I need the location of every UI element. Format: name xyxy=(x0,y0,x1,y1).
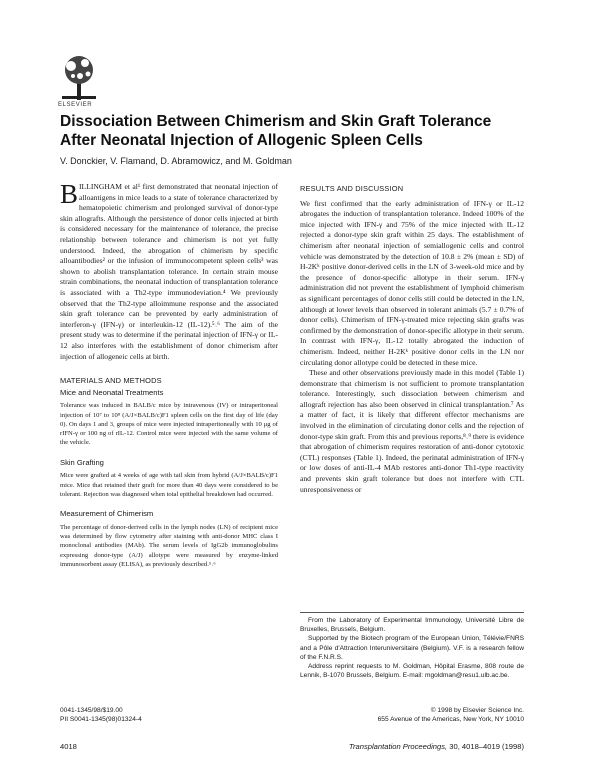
section-text-mice: Tolerance was induced in BALB/c mice by intravenous (IV) or intraperitoneal injection of 10⁷ to 10⁸ (A/J×BALB/c)F1 spleen cells on the first day of life (day 0). On days 1 and 3, groups of mice were injected intraperitoneally with 10 μg of rIFN-γ or 100 ng of rIL-12. Control mice were injected with the same volume of the vehicle. xyxy=(60,402,278,447)
copyright: © 1998 by Elsevier Science Inc. xyxy=(430,707,524,714)
journal-volume-pages: 30, 4018–4019 (1998) xyxy=(447,742,524,751)
issn-block xyxy=(60,706,142,724)
results-heading: RESULTS AND DISCUSSION xyxy=(300,184,404,193)
author-list: V. Donckier, V. Flamand, D. Abramowicz, and M. Goldman xyxy=(60,156,292,166)
journal-citation xyxy=(300,742,524,751)
footnotes xyxy=(300,616,524,680)
drop-cap: B xyxy=(60,179,79,209)
results-paragraph-1: We first confirmed that the early administration of IFN-γ or IL-12 abrogates the induction of transplantation tolerance. Indeed 100% of the mice injected with IFN-γ and 75% of the mice injected with IL-12 rejected a donor-type skin graft within 25 days. The establishment of chimerism after neonatal injection of semiallogenic cells and control vehicle was demonstrated by the detection of 10.8 ± 2% (mean ± SD) of H-2Kᵏ positive donor-derived cells in the LN of 3-week-old mice and by the presence of donor-specific allotype in their serum. IFN-γ administration did not prevent the establishment of lymphoid chimerism as significant percentages of donor cells still could be detected in the LN, although at lower levels than observed in tolerant animals (5.7 ± 0.7% of donor cells). Chimerism of IFN-γ-treated mice rejecting skin grafts was confirmed by the demonstration of donor-specific allotype in their serum. In contrast with IFN-γ, IL-12 totally abrogated the induction of chimerism. Indeed, neither H-2Kᵏ positive donor cells in the LN nor circulating donor allotype could be detected in these mice. xyxy=(300,198,524,367)
right-column xyxy=(300,182,524,495)
elsevier-tree-logo xyxy=(58,52,100,102)
section-title-mice: Mice and Neonatal Treatments xyxy=(60,387,164,397)
footnote-support: Supported by the Biotech program of the European Union, Télévie/FNRS and a Pôle d'Attraction Interuniversitaire (Belgium). V.F. is a research fellow of the F.N.R.S. xyxy=(300,635,524,661)
section-title-chimerism: Measurement of Chimerism xyxy=(60,509,154,519)
section-title-skin-grafting: Skin Grafting xyxy=(60,457,104,467)
issn: 0041-1345/98/$19.00 xyxy=(60,707,123,714)
publisher-address: 655 Avenue of the Americas, New York, NY 10010 xyxy=(377,716,524,724)
footnote-divider xyxy=(300,612,524,613)
intro-paragraph xyxy=(60,179,278,362)
publisher-logo-text: ELSEVIER xyxy=(58,102,93,108)
left-column xyxy=(60,179,278,569)
copyright-block xyxy=(300,706,524,724)
results-paragraph-2: These and other observations previously made in this model (Table 1) demonstrate that chimerism is not sufficient to promote transplantation tolerance. Interestingly, such dissociation between chimerism and allograft rejection has also been observed in clinical transplantation.⁷ As a matter of fact, it is likely that different effector mechanisms are involved in the elimination of circulating donor cells and the rejection of donor-type skin graft. From this and previous reports,⁸˒⁹ there is evidence that abrogation of chimerism requires restoration of anti-donor cytotoxic (CTL) responses (Table 1). Indeed, the perinatal administration of IFN-γ or low doses of anti-IL-4 MAb restores anti-donor Th1-type reactivity and prevents skin graft tolerance but does not interfere with CTL unresponsiveness or xyxy=(300,368,524,494)
journal-name: Transplantation Proceedings, xyxy=(348,742,448,751)
methods-heading: MATERIALS AND METHODS xyxy=(60,376,162,386)
section-text-skin-grafting: Mice were grafted at 4 weeks of age with tail skin from hybrid (A/J×BALB/c)F1 mice. Mice that retained their graft for more than 40 days were considered to be tolerant. Rejection was diagnosed when total epithelial breakdown had occurred. xyxy=(60,472,278,498)
footnote-affiliation: From the Laboratory of Experimental Immunology, Université Libre de Bruxelles, Brussels, Belgium. xyxy=(300,617,524,634)
pii: PII S0041-1345(98)01324-4 xyxy=(60,716,142,724)
article-title: Dissociation Between Chimerism and Skin Graft Tolerance After Neonatal Injection of Allogenic Spleen Cells xyxy=(60,113,492,149)
footnote-address: Address reprint requests to M. Goldman, Hôpital Erasme, 808 route de Lennik, B-1070 Brussels, Belgium. E-mail: mgoldman@resu1.ulb.ac.be. xyxy=(300,663,524,680)
intro-text: ILLINGHAM et al¹ first demonstrated that neonatal injection of alloantigens in mice leads to a state of tolerance characterized by hematopoietic chimerism and prolonged survival of donor-type skin allografts. Although the persistence of donor cells injected at birth is considered necessary for the maintenance of tolerance, the precise relationship between tolerance and chimerism is not yet fully understood. Indeed, the abrogation of chimerism by specific alloantibodies² or the infusion of immunocompetent spleen cells³ was shown to abolish transplantation tolerance. In certain strain mouse strain combinations, the neonatal induction of transplantation tolerance is associated with a Th2-type immunodeviation.⁴ We previously observed that the Th2-type alloimmune response and the associated skin graft tolerance can be prevented by early administration of interferon-γ (IFN-γ) or interleukin-12 (IL-12).⁵˒⁶ The aim of the present study was to determine if the perinatal injection of IFN-γ or IL-12 also interferes with the establishment of donor chimerism after injection of allogeneic cells at birth. xyxy=(60,182,278,361)
section-text-chimerism: The percentage of donor-derived cells in the lymph nodes (LN) of recipient mice was determined by flow cytometry after staining with anti-donor MHC class I monoclonal antibodies (MAb). The serum levels of IgG2b immunoglobulins expressing donor-type (A/J) allotype were measured by enzyme-linked immunosorbent assay (ELISA), as previously described.⁵˒⁶ xyxy=(60,523,278,569)
page-number: 4018 xyxy=(60,742,77,751)
